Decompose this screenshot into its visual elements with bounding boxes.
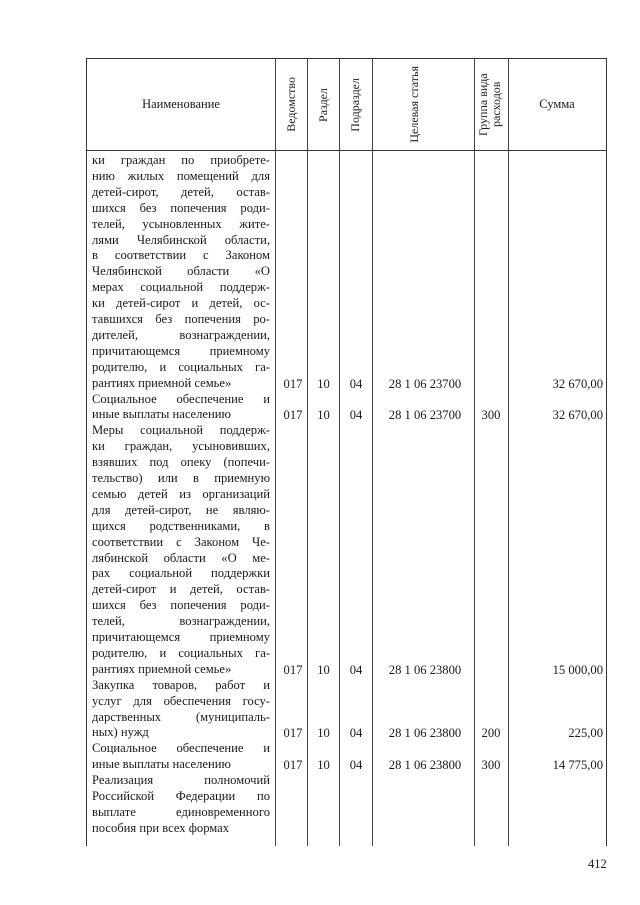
row-name-line: шихся без попечения роди- bbox=[92, 200, 270, 215]
row-target-article: 28 1 06 23700 bbox=[388, 408, 462, 423]
row-name-line: Социальное обеспечение и bbox=[92, 391, 270, 406]
header-group-label: Группа вида расходов bbox=[476, 73, 503, 136]
col-divider bbox=[372, 59, 373, 846]
row-name-line: шихся без попечения роди- bbox=[92, 598, 270, 613]
row-sum: 32 670,00 bbox=[552, 376, 603, 391]
row-sum: 32 670,00 bbox=[552, 408, 603, 423]
row-podrazdel: 04 bbox=[349, 726, 363, 741]
row-name bbox=[92, 392, 270, 424]
row-target-article: 28 1 06 23800 bbox=[388, 726, 462, 741]
header-razdel-label: Раздел bbox=[315, 87, 330, 122]
row-podrazdel: 04 bbox=[349, 758, 363, 773]
row-target-article: 28 1 06 23700 bbox=[388, 376, 462, 391]
row-name-line: для детей-сирот, не являю- bbox=[92, 502, 270, 517]
row-podrazdel: 04 bbox=[349, 376, 363, 391]
row-name-line: родителю, и социальных га- bbox=[92, 359, 270, 374]
header-sum-label: Сумма bbox=[539, 97, 575, 111]
col-divider bbox=[339, 59, 340, 846]
row-name bbox=[92, 678, 270, 742]
row-name-line: пособия при всех формах bbox=[92, 820, 230, 835]
row-name-line: детей-сирот, детей, остав- bbox=[92, 184, 270, 199]
row-name-line: рантиях приемной семье» bbox=[92, 661, 232, 676]
header-vedomstvo bbox=[275, 59, 307, 150]
row-name-line: ки граждан, усыновивших, bbox=[92, 439, 270, 454]
header-name-label: Наименование bbox=[142, 97, 220, 111]
header-sum bbox=[508, 59, 606, 150]
row-name-line: услуг для обеспечения госу- bbox=[92, 693, 270, 708]
row-name-line: иные выплаты населению bbox=[92, 757, 231, 772]
header-podrazdel-label: Подраздел bbox=[348, 77, 362, 132]
row-name-line: рантиях приемной семье» bbox=[92, 375, 232, 390]
row-razdel: 10 bbox=[317, 662, 330, 677]
row-vedomstvo: 017 bbox=[283, 726, 303, 741]
row-name-line: Меры социальной поддерж- bbox=[92, 423, 270, 438]
row-name-line: ки граждан по приобрете- bbox=[92, 153, 270, 167]
row-name-line: щихся родственниками, в bbox=[92, 518, 270, 533]
row-name-line: лями Челябинской области, bbox=[92, 232, 270, 247]
row-vedomstvo: 017 bbox=[283, 758, 303, 773]
header-target-label: Целевая статья bbox=[407, 66, 421, 143]
row-name bbox=[92, 423, 270, 678]
page-number: 412 bbox=[588, 857, 607, 871]
row-name-line: ных) нужд bbox=[92, 725, 149, 740]
row-name bbox=[92, 741, 270, 773]
row-name bbox=[92, 773, 270, 837]
row-name-line: Закупка товаров, работ и bbox=[92, 677, 270, 692]
row-sum: 15 000,00 bbox=[552, 662, 603, 677]
row-razdel: 10 bbox=[317, 408, 330, 423]
row-name-line: рах социальной поддержки bbox=[92, 566, 270, 581]
header-name bbox=[87, 59, 275, 150]
row-name-line: ки детей-сирот и детей, ос- bbox=[92, 296, 270, 311]
row-name-line: Социальное обеспечение и bbox=[92, 741, 270, 756]
row-name-line: родителю, и социальных га- bbox=[92, 645, 270, 660]
row-vedomstvo: 017 bbox=[283, 408, 303, 423]
row-name-line: дарственных (муниципаль- bbox=[92, 709, 270, 724]
row-expense-group: 300 bbox=[481, 408, 501, 423]
row-name-line: Российской Федерации по bbox=[92, 789, 270, 803]
row-name-line: телей, вознаграждении, bbox=[92, 614, 270, 629]
row-podrazdel: 04 bbox=[349, 662, 363, 677]
row-name-line: тавшихся без попечения ро- bbox=[92, 312, 270, 327]
row-name-line: детей-сирот и детей, остав- bbox=[92, 582, 270, 597]
header-target bbox=[372, 59, 474, 150]
row-name-line: лябинской области «О ме- bbox=[92, 550, 270, 565]
row-name-line: мерах социальной поддерж- bbox=[92, 280, 270, 295]
header-divider bbox=[87, 150, 606, 151]
row-name-line: иные выплаты населению bbox=[92, 407, 231, 422]
budget-table bbox=[86, 58, 607, 846]
row-name-line: выплате единовременного bbox=[92, 804, 270, 819]
row-name-line: Челябинской области «О bbox=[92, 264, 270, 279]
row-vedomstvo: 017 bbox=[283, 376, 303, 391]
row-name-line: нию жилых помещений для bbox=[92, 168, 270, 183]
row-name-line: Реализация полномочий bbox=[92, 773, 270, 788]
row-name-line: телей, усыновленных жите- bbox=[92, 216, 270, 231]
row-name-line: в соответствии с Законом bbox=[92, 248, 270, 263]
header-group bbox=[474, 59, 508, 150]
row-name-line: причитающемся приемному bbox=[92, 630, 270, 645]
row-name-line: семью детей из организаций bbox=[92, 486, 270, 501]
header-podrazdel bbox=[339, 59, 372, 150]
row-name-line: соответствии с Законом Че- bbox=[92, 534, 270, 549]
row-sum: 14 775,00 bbox=[552, 758, 603, 773]
header-razdel bbox=[307, 59, 339, 150]
row-target-article: 28 1 06 23800 bbox=[388, 758, 462, 773]
row-name-line: дителей, вознаграждении, bbox=[92, 327, 270, 342]
row-expense-group: 300 bbox=[481, 758, 501, 773]
row-name bbox=[92, 153, 270, 392]
row-name-line: тельство) или в приемную bbox=[92, 471, 270, 486]
row-razdel: 10 bbox=[317, 376, 330, 391]
header-vedomstvo-label: Ведомство bbox=[283, 77, 298, 132]
row-razdel: 10 bbox=[317, 758, 330, 773]
row-razdel: 10 bbox=[317, 726, 330, 741]
row-name-line: причитающемся приемному bbox=[92, 343, 270, 358]
row-name-line: взявших под опеку (попечи- bbox=[92, 455, 270, 470]
row-expense-group: 200 bbox=[481, 726, 501, 741]
row-vedomstvo: 017 bbox=[283, 662, 303, 677]
row-target-article: 28 1 06 23800 bbox=[388, 662, 462, 677]
col-divider bbox=[275, 59, 276, 846]
row-sum: 225,00 bbox=[568, 726, 603, 741]
row-podrazdel: 04 bbox=[349, 408, 363, 423]
